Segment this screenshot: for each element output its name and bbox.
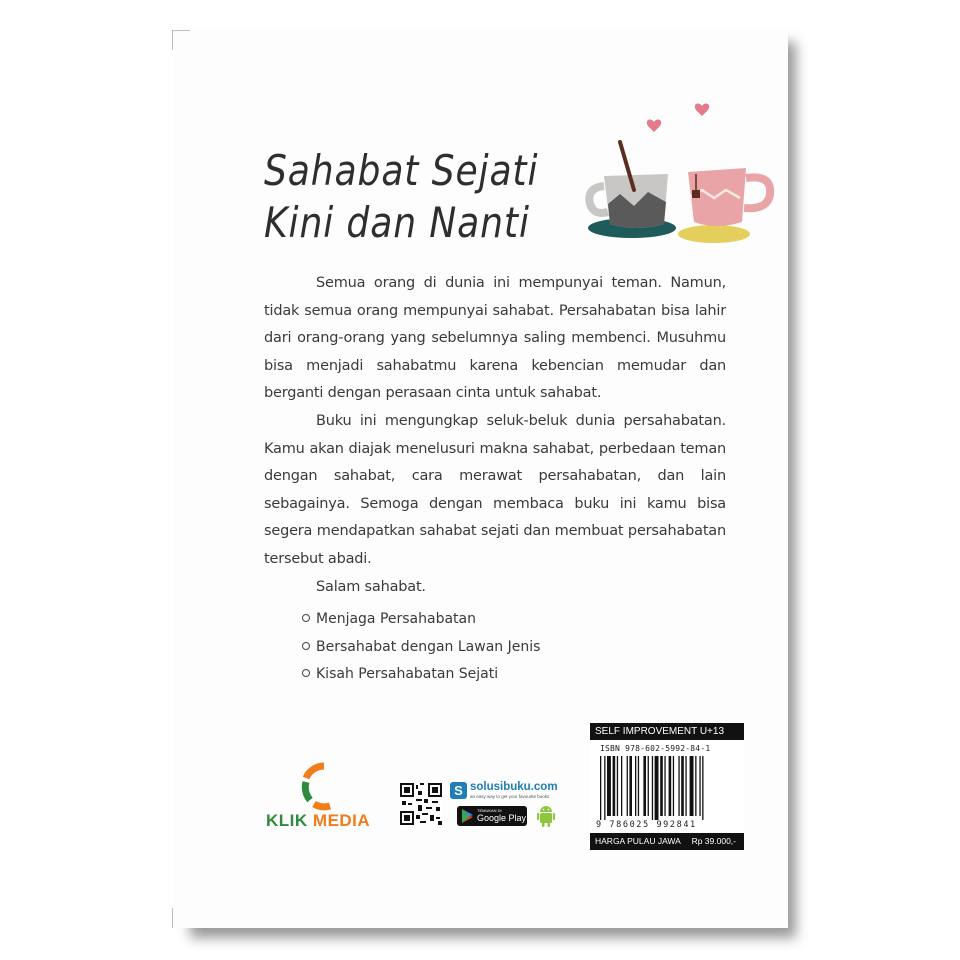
list-item <box>302 606 540 634</box>
android-icon <box>536 804 556 828</box>
heart-icon <box>647 119 661 132</box>
closing-text: Salam sahabat. <box>316 578 426 595</box>
solusibuku-icon: S <box>450 782 467 799</box>
isbn-text: ISBN 978-602-5992-84-1 <box>600 744 711 753</box>
heart-icon <box>695 103 709 116</box>
barcode-bars <box>600 756 736 820</box>
crop-mark <box>172 908 173 928</box>
circle-bullet-icon <box>302 642 310 650</box>
list-item-label: Kisah Persahabatan Sejati <box>316 666 499 682</box>
google-play-text: Google Play <box>477 813 527 823</box>
book-back-cover <box>174 30 788 928</box>
publisher-name <box>266 811 370 831</box>
google-play-small-text: TEMUKAN DI <box>477 808 502 813</box>
crop-mark <box>172 30 173 50</box>
title-line-2: Kini dan Nanti <box>264 198 530 247</box>
category-label: SELF IMPROVEMENT U+13 <box>590 723 744 740</box>
list-item-label: Menjaga Persahabatan <box>316 611 476 627</box>
description-text <box>264 270 726 601</box>
publisher-word-2: MEDIA <box>312 811 371 830</box>
google-play-badge <box>457 806 527 826</box>
crop-mark <box>172 30 190 31</box>
description-paragraph: Semua orang di dunia ini mempunyai teman. Namun, tidak semua orang mempunyai sahabat. Persahabatan bisa lahir dari orang-orang yang sebelumnya saling membenci. Musuhmu bisa menjadi sahabatmu karena kebencian memudar dan berganti dengan perasaan cinta untuk sahabat. <box>264 275 726 402</box>
list-item <box>302 661 540 689</box>
publisher-word-1: KLIK <box>266 811 308 830</box>
circle-bullet-icon <box>302 669 310 677</box>
chapter-list <box>302 606 540 689</box>
list-item-label: Bersahabat dengan Lawan Jenis <box>316 638 541 655</box>
barcode <box>590 742 744 832</box>
store-name: solusibuku.com <box>470 781 558 793</box>
price-bar <box>590 833 744 850</box>
price-label: HARGA PULAU JAWA <box>595 836 681 846</box>
title-line-1: Sahabat Sejati <box>264 146 539 195</box>
price-value: Rp 39.000,- <box>691 836 736 846</box>
barcode-number: 9 786025 992841 <box>596 820 697 830</box>
circle-bullet-icon <box>302 614 310 622</box>
description-paragraph: Buku ini mengungkap seluk-beluk dunia persahabatan. Kamu akan diajak menelusuri makna sahabat, perbedaan teman dengan sahabat, cara merawat persahabatan, dan lain sebagainya. Semoga dengan membaca buku ini kamu bisa segera mendapatkan sahabat sejati dan membuat persahabatan tersebut abadi. <box>264 412 726 567</box>
store-tagline: an easy way to get your favourite books <box>470 794 550 799</box>
coffee-cups-illustration <box>584 94 784 254</box>
google-play-icon <box>462 809 474 823</box>
list-item <box>302 634 540 662</box>
qr-code <box>400 782 442 826</box>
